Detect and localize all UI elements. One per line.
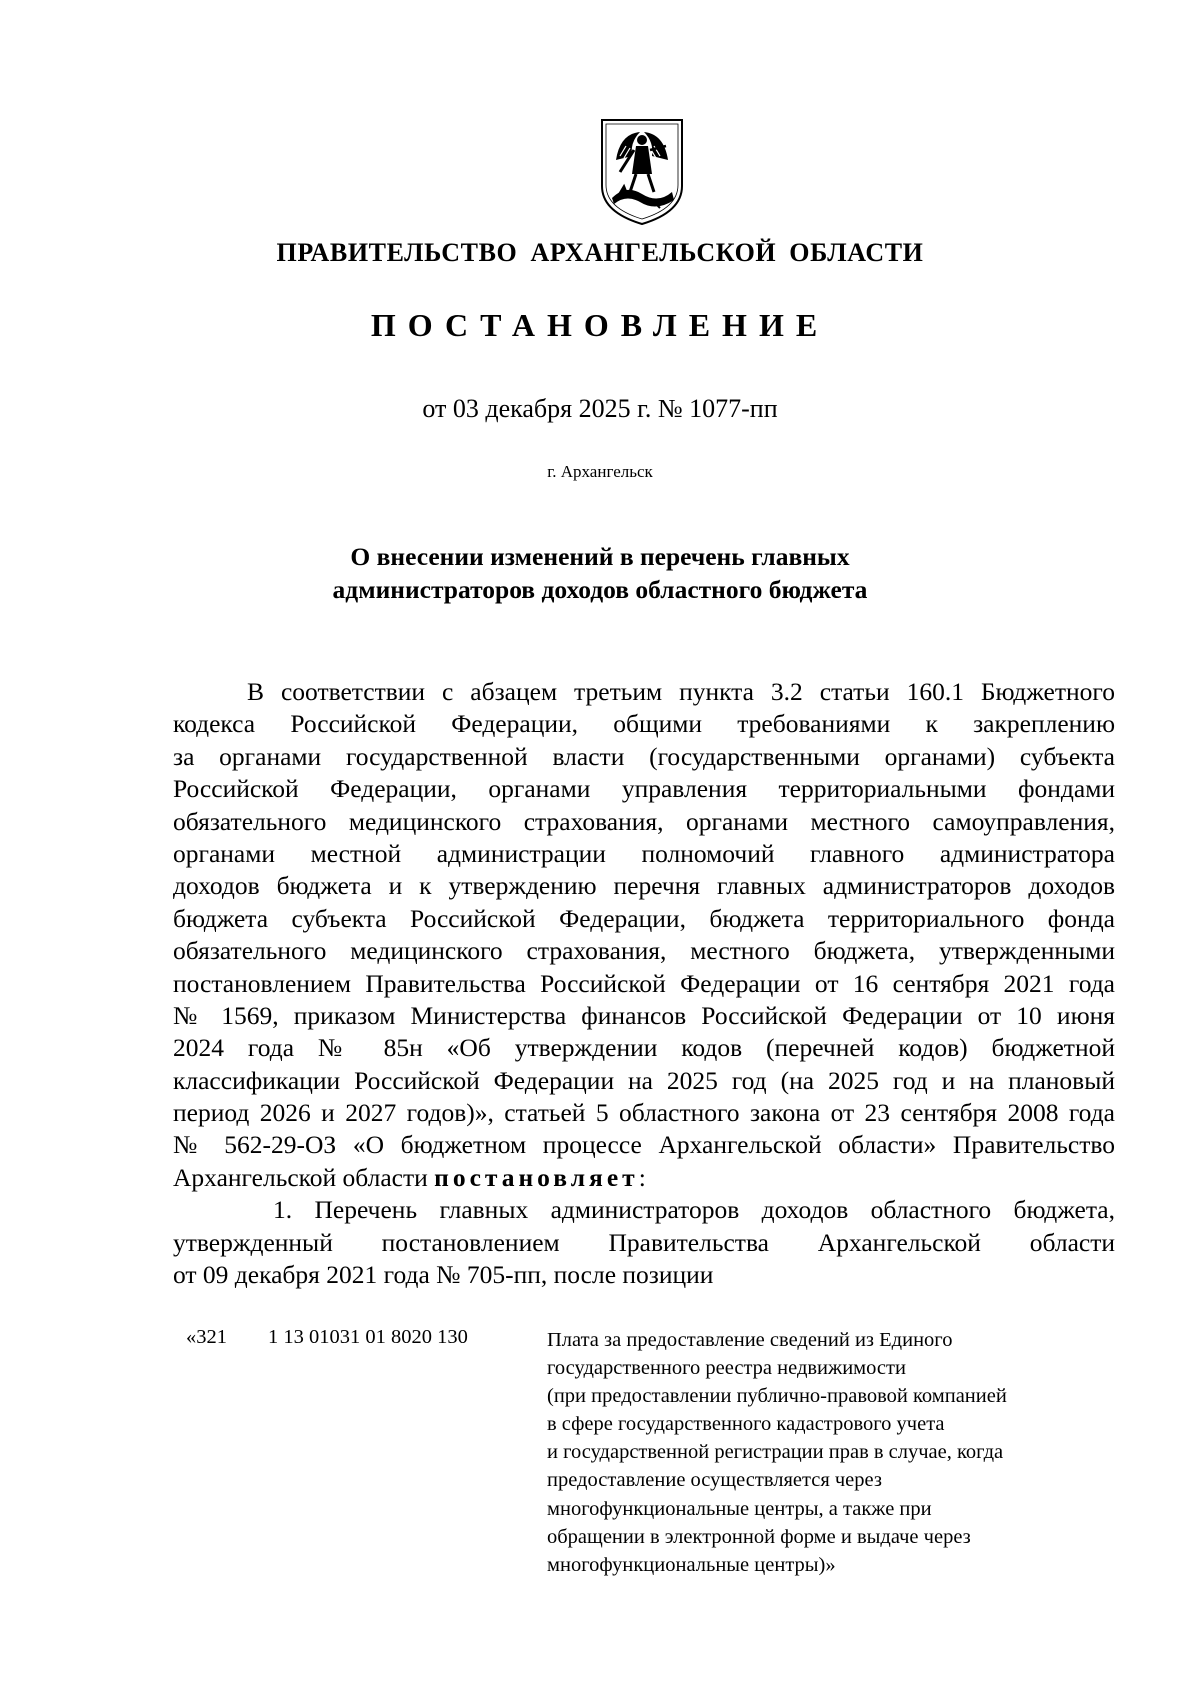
body-line: В соответствии с абзацем третьим пункта 3.2 статьи 160.1 Бюджетного	[247, 677, 1115, 706]
admin-code: «321	[186, 1326, 227, 1348]
document-subject	[0, 540, 1200, 606]
description-line: и государственной регистрации прав в случае, когда	[547, 1441, 1004, 1464]
body-line: органами местной администрации полномочий главного администратора	[173, 838, 1115, 868]
body-line: обязательного медицинского страхования, местного бюджета, утвержденными	[173, 936, 1115, 966]
body-line: обязательного медицинского страхования, органами местного самоуправления,	[173, 806, 1115, 836]
entry-description	[547, 1326, 1107, 1579]
body-line: № 562-29-ОЗ «О бюджетном процессе Архангельской области» Правительство	[173, 1130, 1115, 1160]
description-line: предоставление осуществляется через	[547, 1469, 882, 1492]
body-line: классификации Российской Федерации на 2025 год (на 2025 год и на плановый	[173, 1065, 1115, 1095]
subject-line: администраторов доходов областного бюджета	[332, 575, 868, 604]
body-line: за органами государственной власти (государственными органами) субъекта	[173, 741, 1115, 771]
body-line: период 2026 и 2027 годов)», статьей 5 областного закона от 23 сентября 2008 года	[173, 1098, 1115, 1128]
body-line: 2024 года № 85н «Об утверждении кодов (перечней кодов) бюджетной	[173, 1033, 1115, 1063]
document-body	[173, 676, 1115, 1291]
description-line: обращении в электронной форме и выдаче через	[547, 1525, 971, 1548]
body-line: доходов бюджета и к утверждению перечня главных администраторов доходов	[173, 871, 1115, 901]
body-line: кодекса Российской Федерации, общими требованиями к закреплению	[173, 709, 1115, 739]
arkhangelsk-coat-of-arms-icon	[596, 116, 688, 228]
item-1-line: 1. Перечень главных администраторов доходов областного бюджета,	[273, 1195, 1115, 1225]
item-1-line: от 09 декабря 2021 года № 705-пп, после позиции	[173, 1260, 714, 1290]
description-line: (при предоставлении публично-правовой компанией	[547, 1385, 1007, 1408]
kbk-code: 1 13 01031 01 8020 130	[268, 1326, 468, 1348]
body-line: постановлением Правительства Российской Федерации от 16 сентября 2021 года	[173, 968, 1115, 998]
body-line: № 1569, приказом Министерства финансов Российской Федерации от 10 июня	[173, 1000, 1115, 1030]
body-line: бюджета субъекта Российской Федерации, бюджета территориального фонда	[173, 903, 1115, 933]
body-line: Российской Федерации, органами управления территориальными фондами	[173, 774, 1115, 804]
description-line: в сфере государственного кадастрового учета	[547, 1413, 945, 1436]
description-line: многофункциональные центры)»	[547, 1553, 836, 1576]
description-line: государственного реестра недвижимости	[547, 1357, 906, 1380]
body-line-prefix: Архангельской области	[173, 1162, 435, 1192]
document-type: ПОСТАНОВЛЕНИЕ	[370, 307, 830, 343]
description-line: многофункциональные центры, а также при	[547, 1497, 932, 1520]
document-city: г. Архангельск	[547, 462, 653, 481]
body-line-decree	[173, 1162, 1115, 1194]
document-date-number: от 03 декабря 2025 г. № 1077-пп	[422, 394, 778, 423]
description-line: Плата за предоставление сведений из Единого	[547, 1329, 953, 1351]
decree-suffix: :	[638, 1162, 646, 1192]
item-1-line: утвержденный постановлением Правительства Архангельской области	[173, 1227, 1115, 1257]
decree-word: постановляет	[434, 1162, 639, 1192]
government-name: ПРАВИТЕЛЬСТВО АРХАНГЕЛЬСКОЙ ОБЛАСТИ	[276, 238, 924, 267]
subject-line: О внесении изменений в перечень главных	[350, 542, 850, 571]
